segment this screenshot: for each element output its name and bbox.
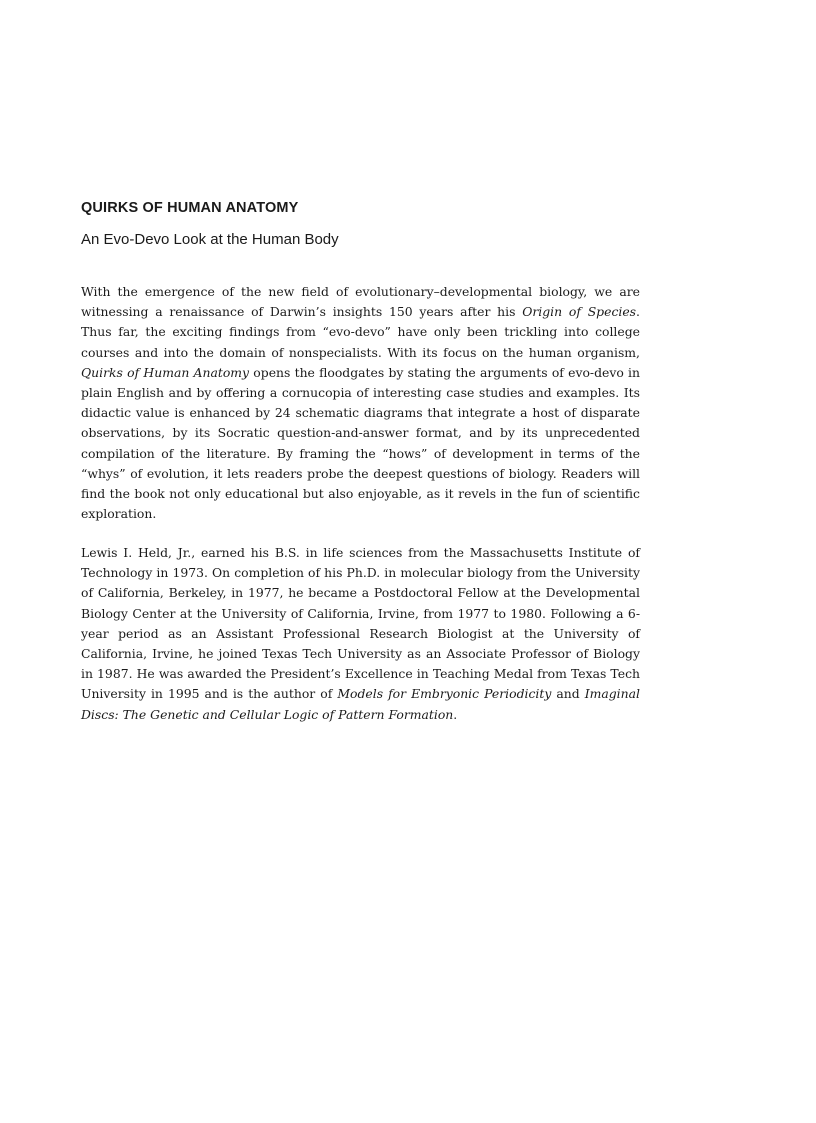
blurb-italic-title: Quirks of Human Anatomy: [81, 364, 250, 380]
bio-book-title: Imaginal Discs: The Genetic and Cellular Logic of Pattern Formation: [81, 686, 640, 722]
bio-text: .: [453, 706, 458, 722]
bio-text: Lewis I. Held, Jr., earned his B.S. in life sciences from the Massachusetts Institute of Technology in 1973. On completion of his Ph.D. in molecular biology from the University of California, Berkeley, in 1977, he became a Postdoctoral Fellow at the Developmental Biology Center at the University of California, Irvine, from 1977 to 1980. Following a 6-year period as an Assistant Professional Research Biologist at the University of California, Irvine, he joined Texas Tech University as an Associate Professor of Biology in 1987. He was awarded the President’s Excellence in Teaching Medal from Texas Tech University in 1995 and is the author of: [81, 545, 640, 702]
book-description-paragraph: [81, 282, 640, 524]
book-subtitle: An Evo-Devo Look at the Human Body: [81, 231, 339, 248]
blurb-text: . Thus far, the exciting findings from “evo-devo” have only been trickling into college courses and into the domain of nonspecialists. With its focus on the human organism,: [81, 304, 640, 360]
blurb-italic-title: Origin of Species: [522, 304, 637, 320]
bio-book-title: Models for Embryonic Periodicity: [337, 686, 552, 702]
book-title: QUIRKS OF HUMAN ANATOMY: [81, 200, 299, 216]
bio-text: and: [551, 686, 585, 702]
blurb-text: opens the floodgates by stating the arguments of evo-devo in plain English and by offering a cornucopia of interesting case studies and examples. Its didactic value is enhanced by 24 schematic diagrams that integrate a host of disparate observations, by its Socratic question-and-answer format, and by its unprecedented compilation of the literature. By framing the “hows” of development in terms of the “whys” of evolution, it lets readers probe the deepest questions of biology. Readers will find the book not only educational but also enjoyable, as it revels in the fun of scientific exploration.: [81, 364, 640, 522]
blurb-text: With the emergence of the new field of evolutionary–developmental biology, we are witnessing a renaissance of Darwin’s insights 150 years after his: [81, 284, 640, 320]
author-bio-paragraph: [81, 543, 640, 725]
